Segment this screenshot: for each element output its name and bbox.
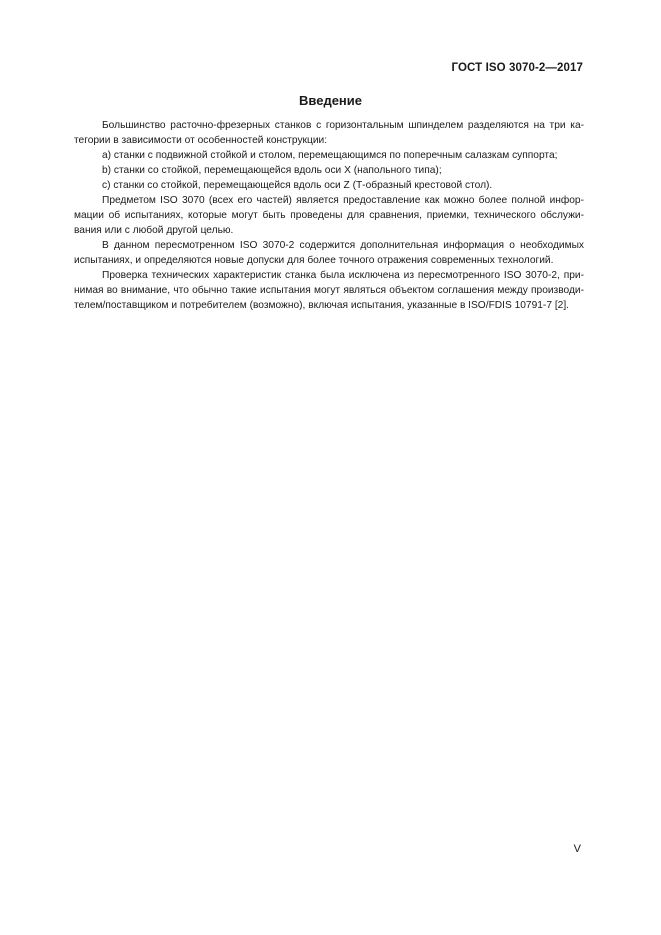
paragraph-verification: [74, 268, 584, 313]
list-item-b: [74, 163, 584, 178]
text-line: В данном пересмотренном ISO 3070-2 содержится дополнительная информация о необходимых: [102, 240, 584, 251]
text-line: нимая во внимание, что обычно такие испытания могут являться объектом соглашения между производи-: [74, 285, 584, 296]
text-line: Большинство расточно-фрезерных станков с горизонтальным шпинделем разделяются на три ка-: [102, 120, 584, 131]
document-code-header: ГОСТ ISO 3070-2—2017: [451, 62, 583, 74]
text-line: мации об испытаниях, которые могут быть проведены для сравнения, приемки, технического обслужи-: [74, 210, 584, 221]
text-line: c) станки со стойкой, перемещающейся вдоль оси Z (Т-образный крестовой стол).: [102, 180, 493, 191]
list-item-c: [74, 178, 584, 193]
list-item-a: [74, 148, 584, 163]
text-line: вания или с любой другой целью.: [74, 225, 234, 236]
page-number: V: [573, 843, 581, 855]
body-text: [74, 118, 584, 313]
text-line: испытаниях, и определяются новые допуски для более точного отражения современных технологий.: [74, 255, 554, 266]
text-line: тегории в зависимости от особенностей конструкции:: [74, 135, 328, 146]
paragraph-revision: [74, 238, 584, 268]
text-line: a) станки с подвижной стойкой и столом, перемещающимся по поперечным салазкам суппорта;: [102, 150, 558, 161]
paragraph-subject: [74, 193, 584, 238]
text-line: Предметом ISO 3070 (всех его частей) является предоставление как можно более полной инфор-: [102, 195, 584, 206]
text-line: Проверка технических характеристик станка была исключена из пересмотренного ISO 3070-2, при-: [102, 270, 584, 281]
text-line: b) станки со стойкой, перемещающейся вдоль оси X (напольного типа);: [102, 165, 442, 176]
section-title: Введение: [299, 93, 362, 108]
paragraph-intro: [74, 118, 584, 148]
text-line: телем/поставщиком и потребителем (возможно), включая испытания, указанные в ISO/FDIS 10791-7 [2].: [74, 300, 569, 311]
